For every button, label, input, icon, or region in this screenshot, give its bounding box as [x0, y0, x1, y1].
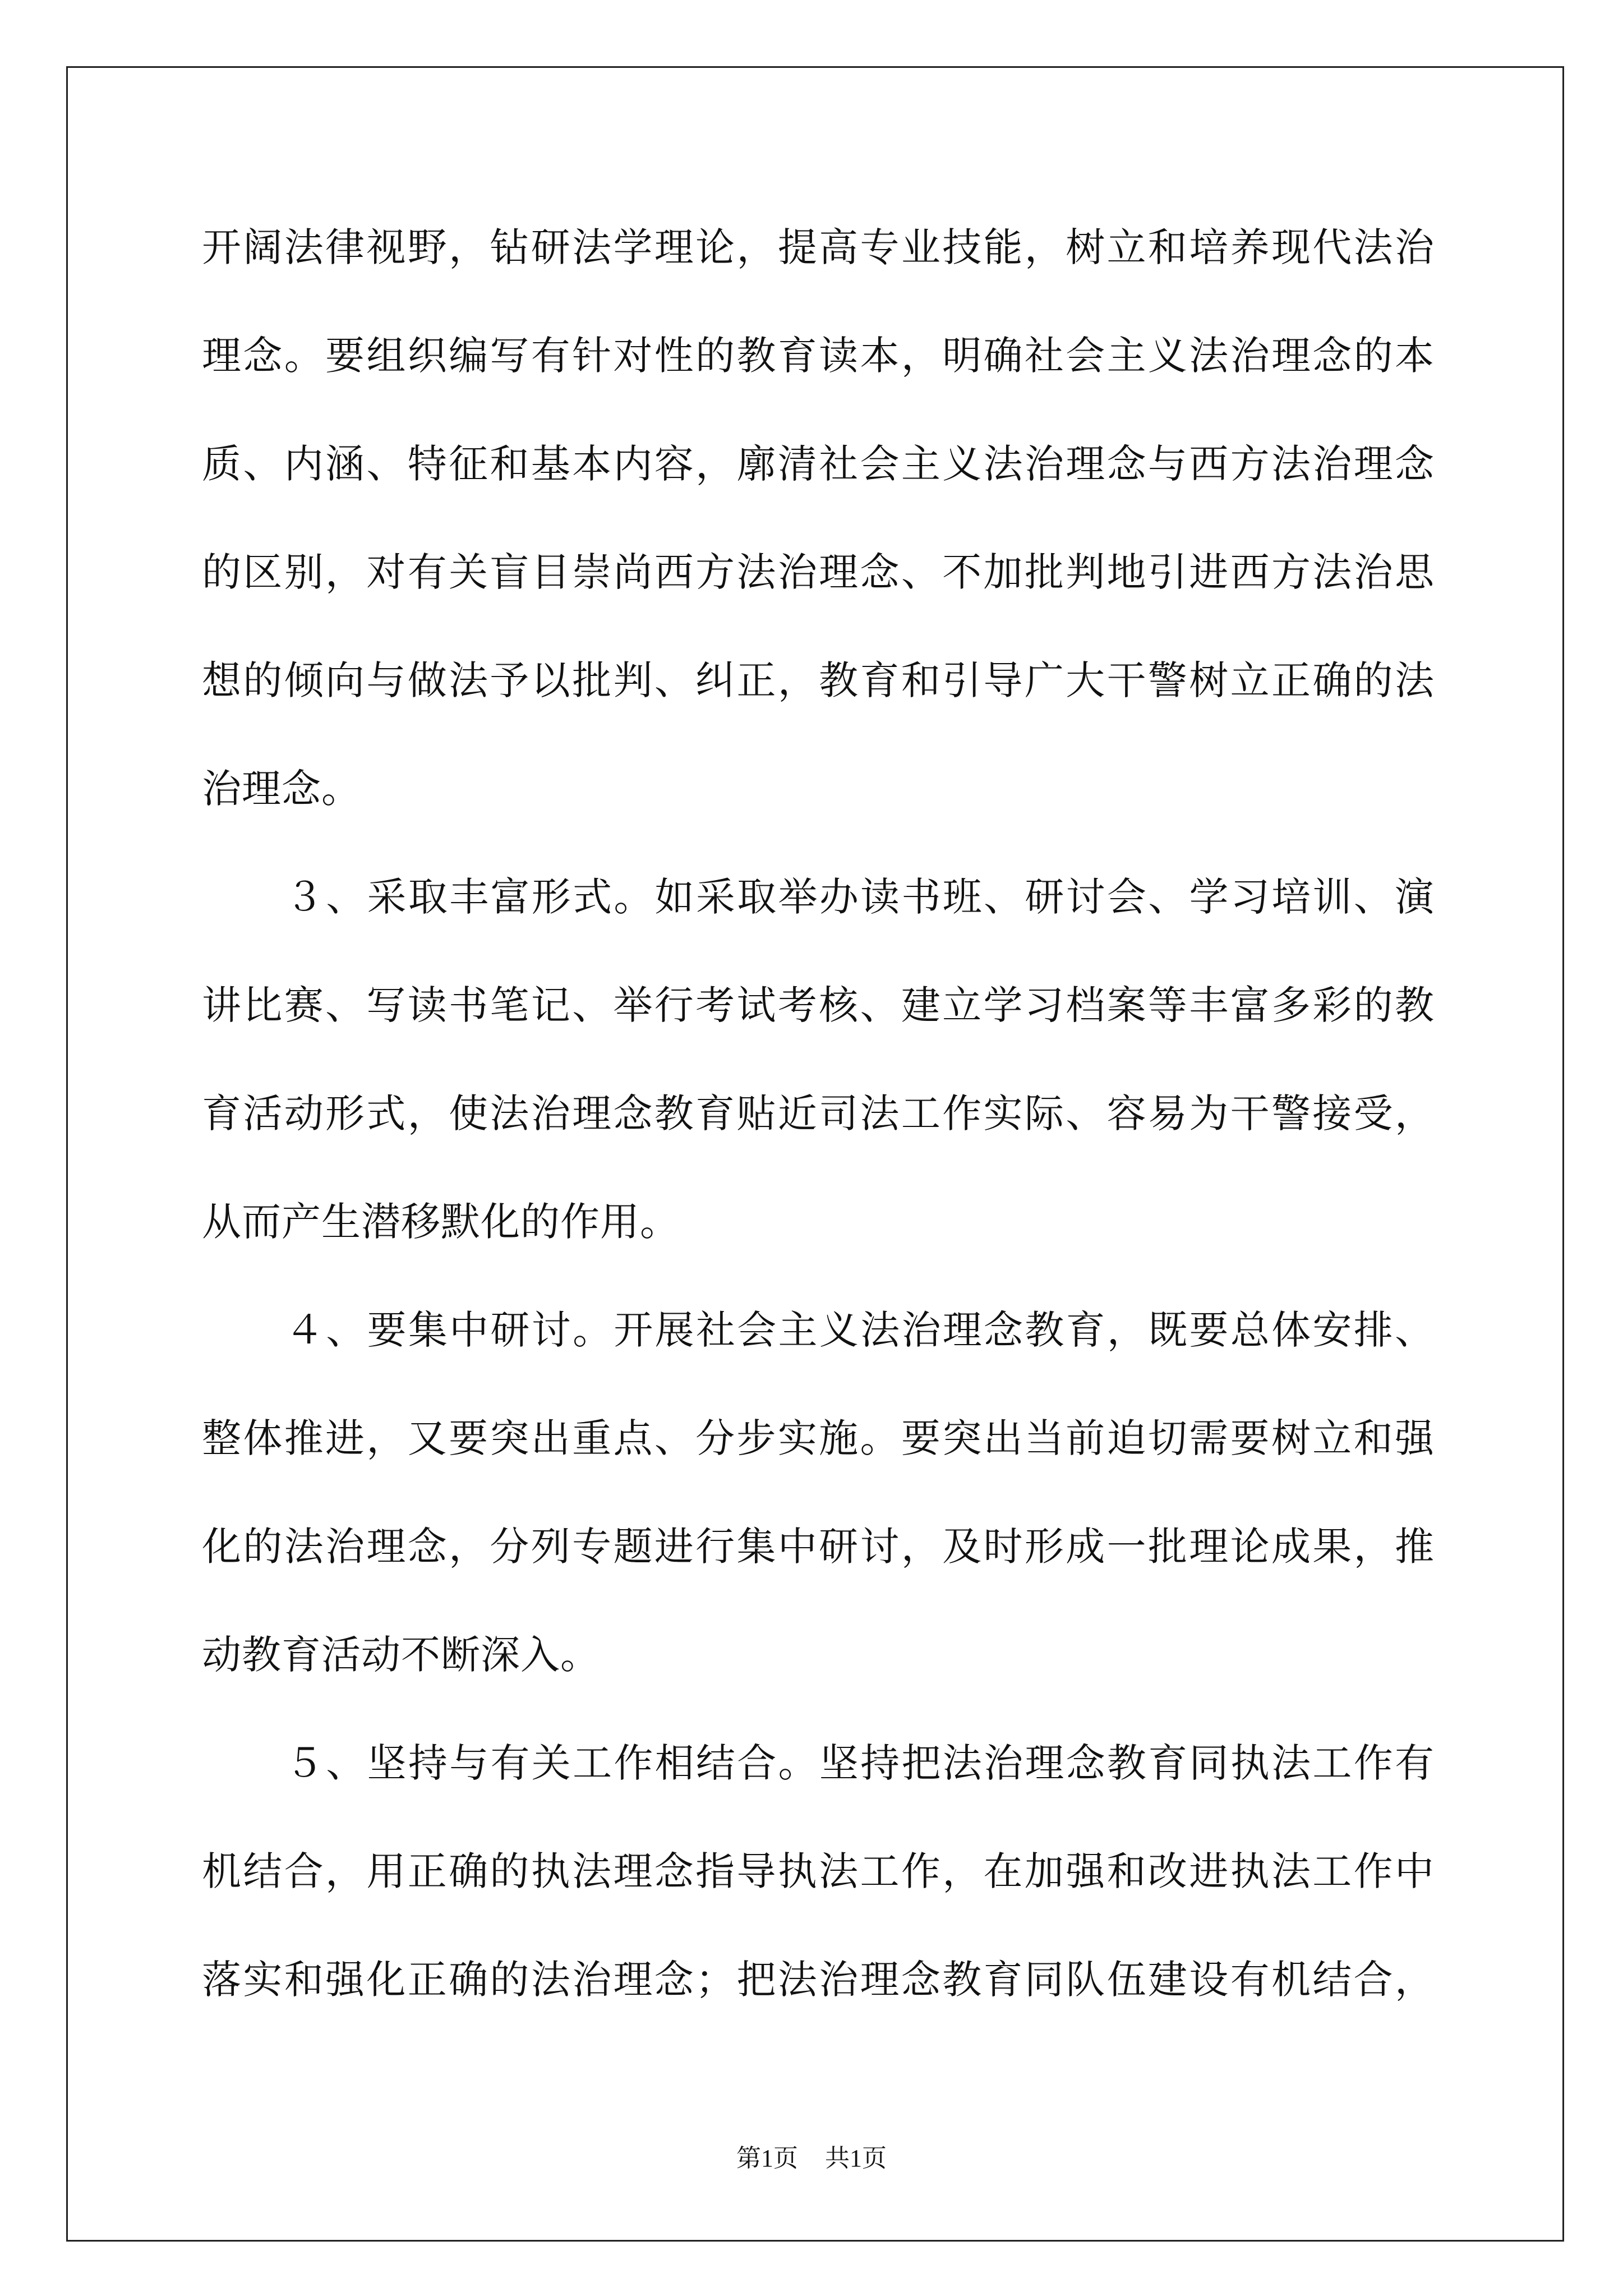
text-line: 整体推进，又要突出重点、分步实施。要突出当前迫切需要树立和强	[202, 1415, 1435, 1461]
text-line: 开阔法律视野，钻研法学理论，提高专业技能，树立和培养现代法治	[202, 224, 1435, 270]
text-line: ４、要集中研讨。开展社会主义法治理念教育，既要总体安排、	[285, 1307, 1435, 1353]
document-body	[202, 194, 1435, 2034]
text-line: 化的法治理念，分列专题进行集中研讨，及时形成一批理论成果，推	[202, 1524, 1435, 1570]
page-total: 共1页	[825, 2145, 887, 2172]
paragraph	[202, 194, 1435, 843]
paragraph	[202, 843, 1435, 1276]
page-footer	[0, 2143, 1623, 2174]
paragraph	[202, 1709, 1435, 2034]
paragraph	[202, 1276, 1435, 1709]
text-line: ５、坚持与有关工作相结合。坚持把法治理念教育同执法工作有	[285, 1740, 1435, 1786]
text-line: 质、内涵、特征和基本内容，廓清社会主义法治理念与西方法治理念	[202, 441, 1435, 487]
page-number: 第1页	[736, 2145, 798, 2172]
text-line: 治理念。	[202, 766, 361, 812]
text-line: 从而产生潜移默化的作用。	[202, 1199, 680, 1245]
text-line: 讲比赛、写读书笔记、举行考试考核、建立学习档案等丰富多彩的教	[202, 982, 1435, 1028]
text-line: 动教育活动不断深入。	[202, 1632, 600, 1678]
text-line: ３、采取丰富形式。如采取举办读书班、研讨会、学习培训、演	[285, 874, 1435, 920]
text-line: 机结合，用正确的执法理念指导执法工作，在加强和改进执法工作中	[202, 1848, 1435, 1894]
text-line: 育活动形式，使法治理念教育贴近司法工作实际、容易为干警接受，	[202, 1091, 1435, 1137]
text-line: 落实和强化正确的法治理念；把法治理念教育同队伍建设有机结合，	[202, 1957, 1435, 2003]
text-line: 的区别，对有关盲目崇尚西方法治理念、不加批判地引进西方法治思	[202, 549, 1435, 595]
text-line: 想的倾向与做法予以批判、纠正，教育和引导广大干警树立正确的法	[202, 657, 1435, 703]
text-line: 理念。要组织编写有针对性的教育读本，明确社会主义法治理念的本	[202, 333, 1435, 379]
